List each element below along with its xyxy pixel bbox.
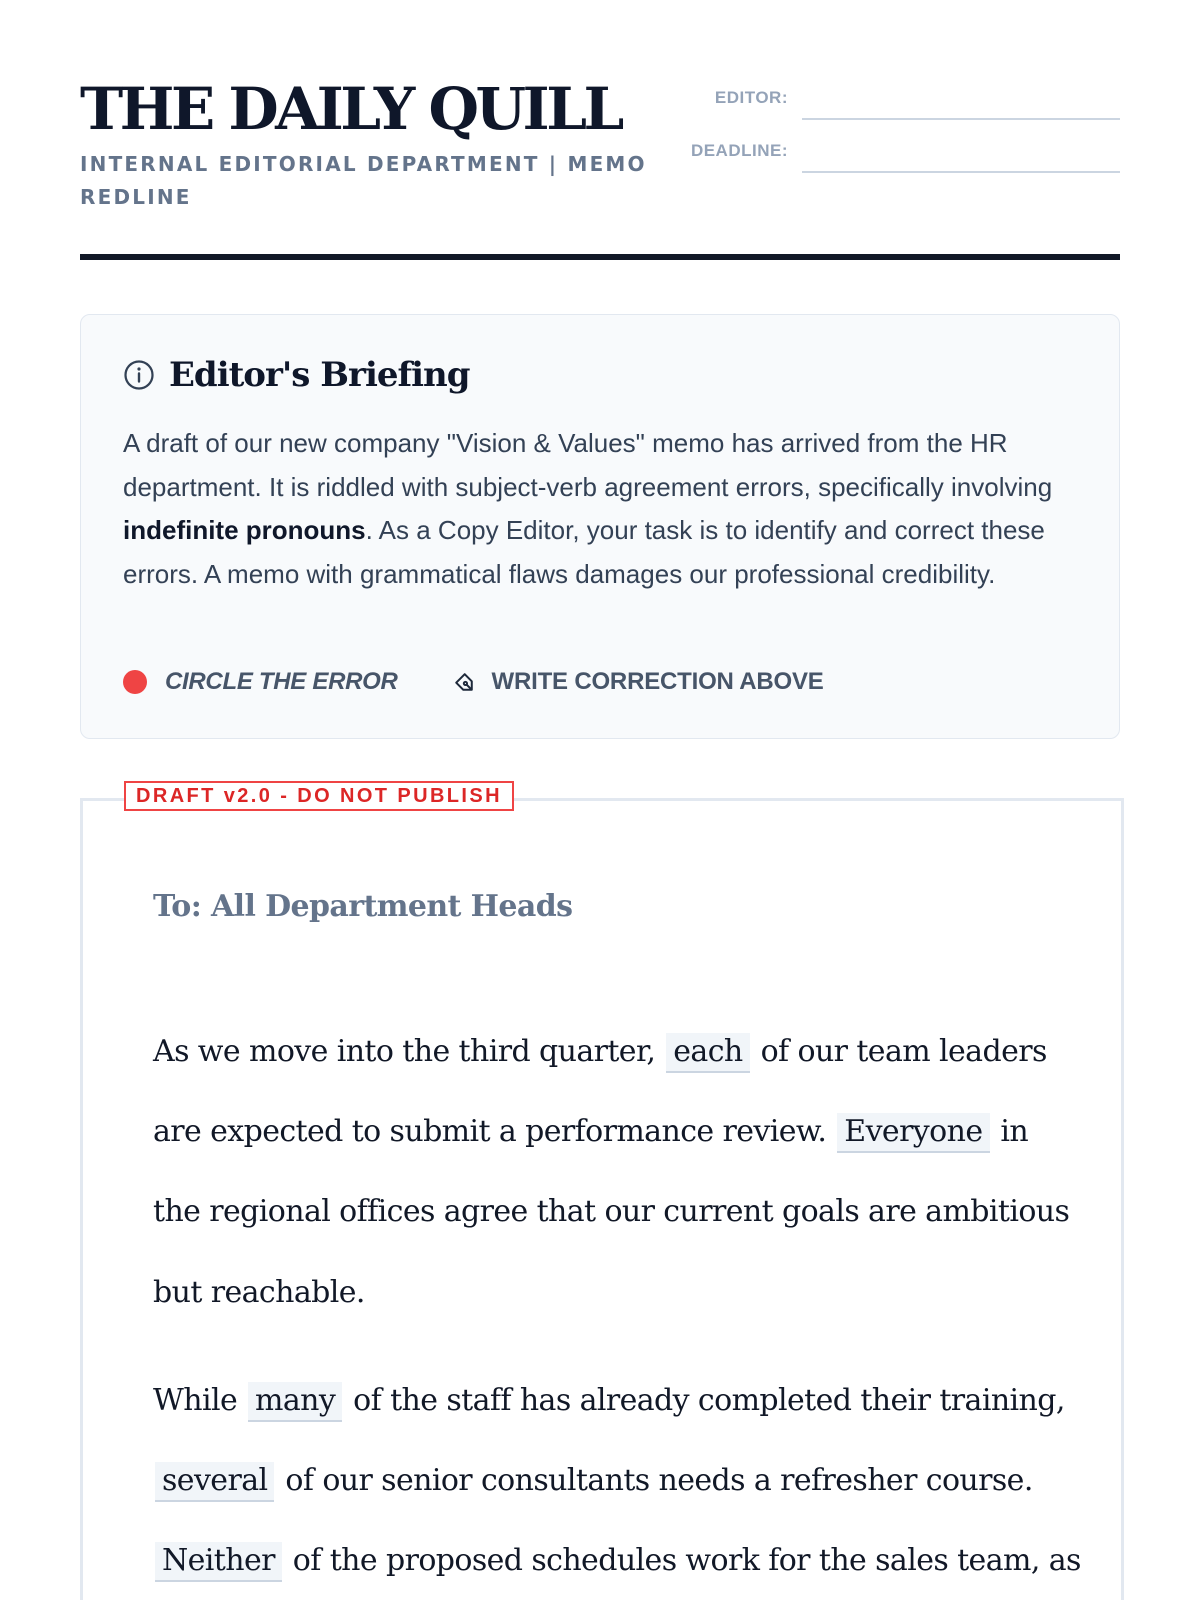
instruction-legend xyxy=(123,667,876,697)
memo-text: in the regional offices agree that our current goals are ambitious but reachable. xyxy=(153,1114,1070,1310)
deadline-field[interactable] xyxy=(668,139,1120,192)
masthead xyxy=(80,75,690,214)
legend-write-correction xyxy=(450,668,824,696)
briefing-heading xyxy=(123,355,470,395)
deadline-input-line[interactable] xyxy=(802,171,1120,173)
red-dot-icon xyxy=(123,670,147,694)
memo-text: While xyxy=(153,1383,247,1418)
editors-briefing-card xyxy=(80,314,1120,739)
memo-text: of the proposed schedules work for the sales team, as xyxy=(283,1543,1081,1579)
info-circle-icon xyxy=(123,359,155,391)
pronoun-everyone[interactable]: Everyone xyxy=(837,1113,989,1153)
editor-field[interactable] xyxy=(668,86,1120,139)
deadline-label: DEADLINE: xyxy=(690,141,788,160)
legend-circle-error xyxy=(123,668,398,696)
legend-write-label: WRITE CORRECTION ABOVE xyxy=(491,668,824,695)
header-divider xyxy=(80,254,1120,260)
pronoun-many[interactable]: many xyxy=(248,1382,342,1422)
memo-text: of our senior consultants needs a refresher course. xyxy=(276,1463,1033,1499)
department-subtitle: INTERNAL EDITORIAL DEPARTMENT | MEMO REDLINE xyxy=(80,152,647,209)
draft-stamp: DRAFT v2.0 - DO NOT PUBLISH xyxy=(124,781,514,811)
briefing-text xyxy=(123,422,1083,596)
publication-title: THE DAILY QUILL xyxy=(80,75,621,143)
briefing-text-part-2: . As a Copy Editor, your task is to identify and correct these errors. A memo with grammatical flaws damages our professional credibility. xyxy=(123,515,1045,589)
legend-circle-label: CIRCLE THE ERROR xyxy=(165,668,398,695)
pen-icon xyxy=(450,668,478,696)
meta-fields xyxy=(668,86,1120,192)
briefing-text-part-1: A draft of our new company "Vision & Values" memo has arrived from the HR department. It is riddled with subject-verb agreement errors, specifically involving xyxy=(123,428,1053,502)
memo-text: of our team leaders are expected to submit a performance review. xyxy=(153,1034,1047,1150)
memo-text: of the staff has already completed their training, xyxy=(344,1383,1065,1418)
memo-paragraph-1 xyxy=(153,1012,1083,1333)
editor-input-line[interactable] xyxy=(802,118,1120,120)
briefing-title: Editor's Briefing xyxy=(169,355,470,395)
pronoun-each[interactable]: each xyxy=(666,1033,749,1073)
pronoun-neither[interactable]: Neither xyxy=(155,1542,282,1582)
memo-paragraph-2 xyxy=(153,1361,1083,1600)
briefing-emphasis: indefinite pronouns xyxy=(123,515,366,545)
memo-text: As we move into the third quarter, xyxy=(153,1034,665,1069)
memo-recipient-line: To: All Department Heads xyxy=(153,889,573,924)
pronoun-several[interactable]: several xyxy=(155,1462,274,1502)
editor-label: EDITOR: xyxy=(714,88,788,107)
memo-document xyxy=(80,798,1124,1600)
